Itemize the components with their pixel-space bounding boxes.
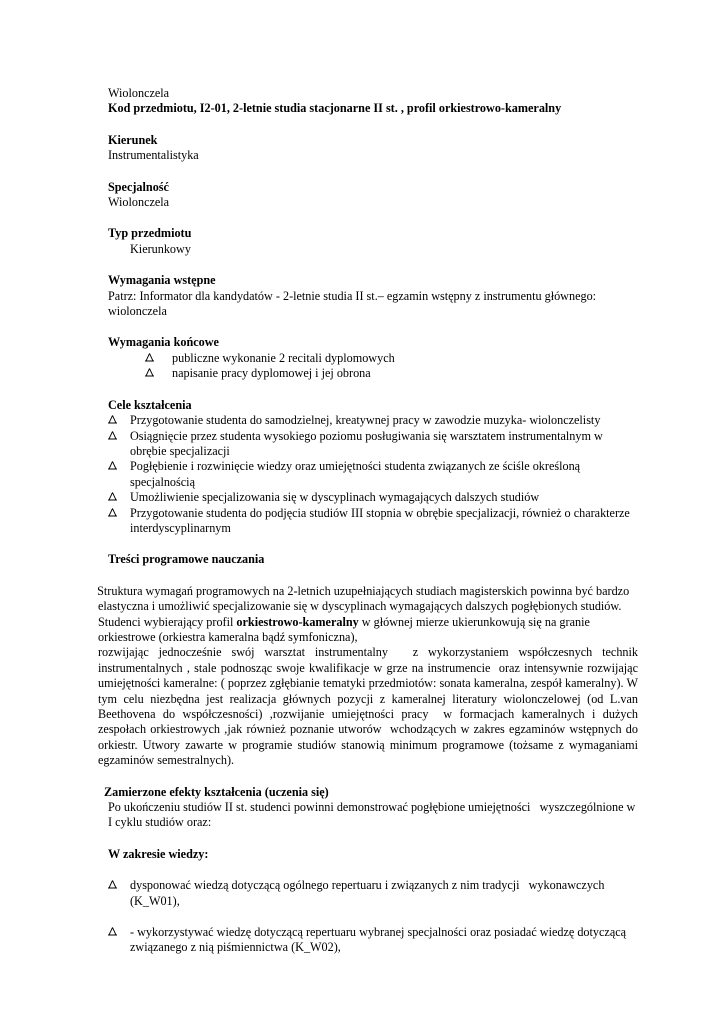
list-item	[108, 429, 638, 460]
wymagania-koncowe-item: publiczne wykonanie 2 recitali dyplomowych	[172, 350, 395, 365]
list-item	[108, 506, 638, 537]
tresci-paragraph-2	[98, 615, 638, 646]
tresci-paragraph-3: rozwijając jednocześnie swój warsztat instrumentalny z wykorzystaniem współczesnych technik instrumentalnych , stale podnosząc swoje kwalifikacje w grze na instrumencie oraz intensywnie rozwijając umiejętności kameralne: ( poprzez zgłębianie tematyki przedmiotów: sonata kameralna, zespół kameralny). W tym celu niezbędna jest realizacja głównych pozycji z kameralnej literatury wiolonczelowej (od L.van Beethovena do współczesności) ,rozwijanie umiejętności pracy w formacjach kameralnych i dużych zespołach orkiestrowych ,jak również poznanie utworów wchodzących w zakres egzaminów wstępnych do orkiestr. Utwory zawarte w programie studiów stanowią minimum programowe (tożsame z wymaganiami egzaminów semestralnych).	[98, 645, 642, 768]
document-page	[88, 86, 642, 956]
tresci-p2-end: w głównej mierze ukierunkowują się na granie orkiestrowe (orkiestra kameralna bądź symfoniczna),	[98, 614, 590, 644]
triangle-bullet-icon	[108, 927, 117, 936]
wymagania-koncowe-item: napisanie pracy dyplomowej i jej obrona	[172, 366, 371, 381]
cele-item: Osiągnięcie przez studenta wysokiego poziomu posługiwania się warsztatem instrumentalnym w obrębie specjalizacji	[130, 428, 603, 458]
wiedza-label: W zakresie wiedzy:	[108, 846, 209, 861]
list-item	[108, 413, 638, 428]
subject-title: Wiolonczela	[108, 86, 170, 100]
list-item	[108, 490, 638, 505]
triangle-bullet-icon	[108, 508, 117, 517]
triangle-bullet-icon	[108, 415, 117, 424]
triangle-bullet-icon	[108, 492, 117, 501]
wiedza-item: - wykorzystywać wiedzę dotyczącą repertuaru wybranej specjalności oraz posiadać wiedzę dotyczącą związanego z nią piśmiennictwa (K_W02),	[130, 925, 627, 955]
kierunek-label: Kierunek	[108, 132, 158, 147]
triangle-bullet-icon	[108, 461, 117, 470]
triangle-bullet-icon	[145, 353, 154, 362]
list-item	[108, 366, 638, 381]
wymagania-koncowe-list	[108, 351, 638, 382]
tresci-body	[88, 583, 642, 769]
tresci-p2-start: Studenci wybierający profil	[98, 614, 237, 629]
specjalnosc-value: Wiolonczela	[108, 195, 170, 210]
triangle-bullet-icon	[145, 368, 154, 377]
efekty-intro: Po ukończeniu studiów II st. studenci powinni demonstrować pogłębione umiejętności wyszczególnione w I cyklu studiów oraz:	[108, 800, 639, 830]
typ-value: Kierunkowy	[130, 241, 191, 256]
wymagania-koncowe-label: Wymagania końcowe	[108, 335, 219, 350]
course-code-line: Kod przedmiotu, I2-01, 2-letnie studia stacjonarne II st. , profil orkiestrowo-kameralny	[108, 101, 562, 116]
tresci-p2-profile: orkiestrowo-kameralny	[236, 614, 359, 629]
wiedza-item: dysponować wiedzą dotyczącą ogólnego repertuaru i związanych z nim tradycji wykonawczych (K_W01),	[130, 878, 608, 908]
wymagania-wstepne-text: Patrz: Informator dla kandydatów - 2-letnie studia II st.– egzamin wstępny z instrumentu głównego: wiolonczela	[108, 288, 597, 319]
triangle-bullet-icon	[108, 431, 117, 440]
wymagania-wstepne-label: Wymagania wstępne	[108, 273, 216, 288]
specjalnosc-label: Specjalność	[108, 179, 169, 194]
triangle-bullet-icon	[108, 880, 117, 889]
cele-item: Pogłębienie i rozwinięcie wiedzy oraz umiejętności studenta związanych ze ściśle określoną specjalnością	[130, 459, 581, 489]
cele-item: Przygotowanie studenta do samodzielnej, kreatywnej pracy w zawodzie muzyka- wiolonczelisty	[130, 413, 601, 428]
cele-item: Przygotowanie studenta do podjęcia studiów III stopnia w obrębie specjalizacji, również o charakterze interdyscyplinarnym	[130, 505, 630, 535]
wiedza-list	[108, 878, 638, 909]
tresci-paragraph-1: Struktura wymagań programowych na 2-letnich uzupełniających studiach magisterskich powinna być bardzo elastyczna i umożliwić specjalizowanie się w dyscyplinach wymagających dalszych pogłębionych studiów.	[88, 583, 633, 614]
cele-item: Umożliwienie specjalizowania się w dyscyplinach wymagających dalszych studiów	[130, 490, 540, 505]
cele-label: Cele kształcenia	[108, 397, 192, 412]
cele-list	[108, 413, 638, 536]
typ-label: Typ przedmiotu	[108, 226, 192, 241]
wiedza-list-2	[108, 925, 638, 956]
list-item	[108, 459, 638, 490]
tresci-label: Treści programowe nauczania	[108, 552, 265, 567]
kierunek-value: Instrumentalistyka	[108, 148, 199, 163]
list-item	[108, 351, 638, 366]
list-item	[108, 878, 638, 909]
list-item	[108, 925, 638, 956]
efekty-label: Zamierzone efekty kształcenia (uczenia się)	[104, 784, 329, 799]
